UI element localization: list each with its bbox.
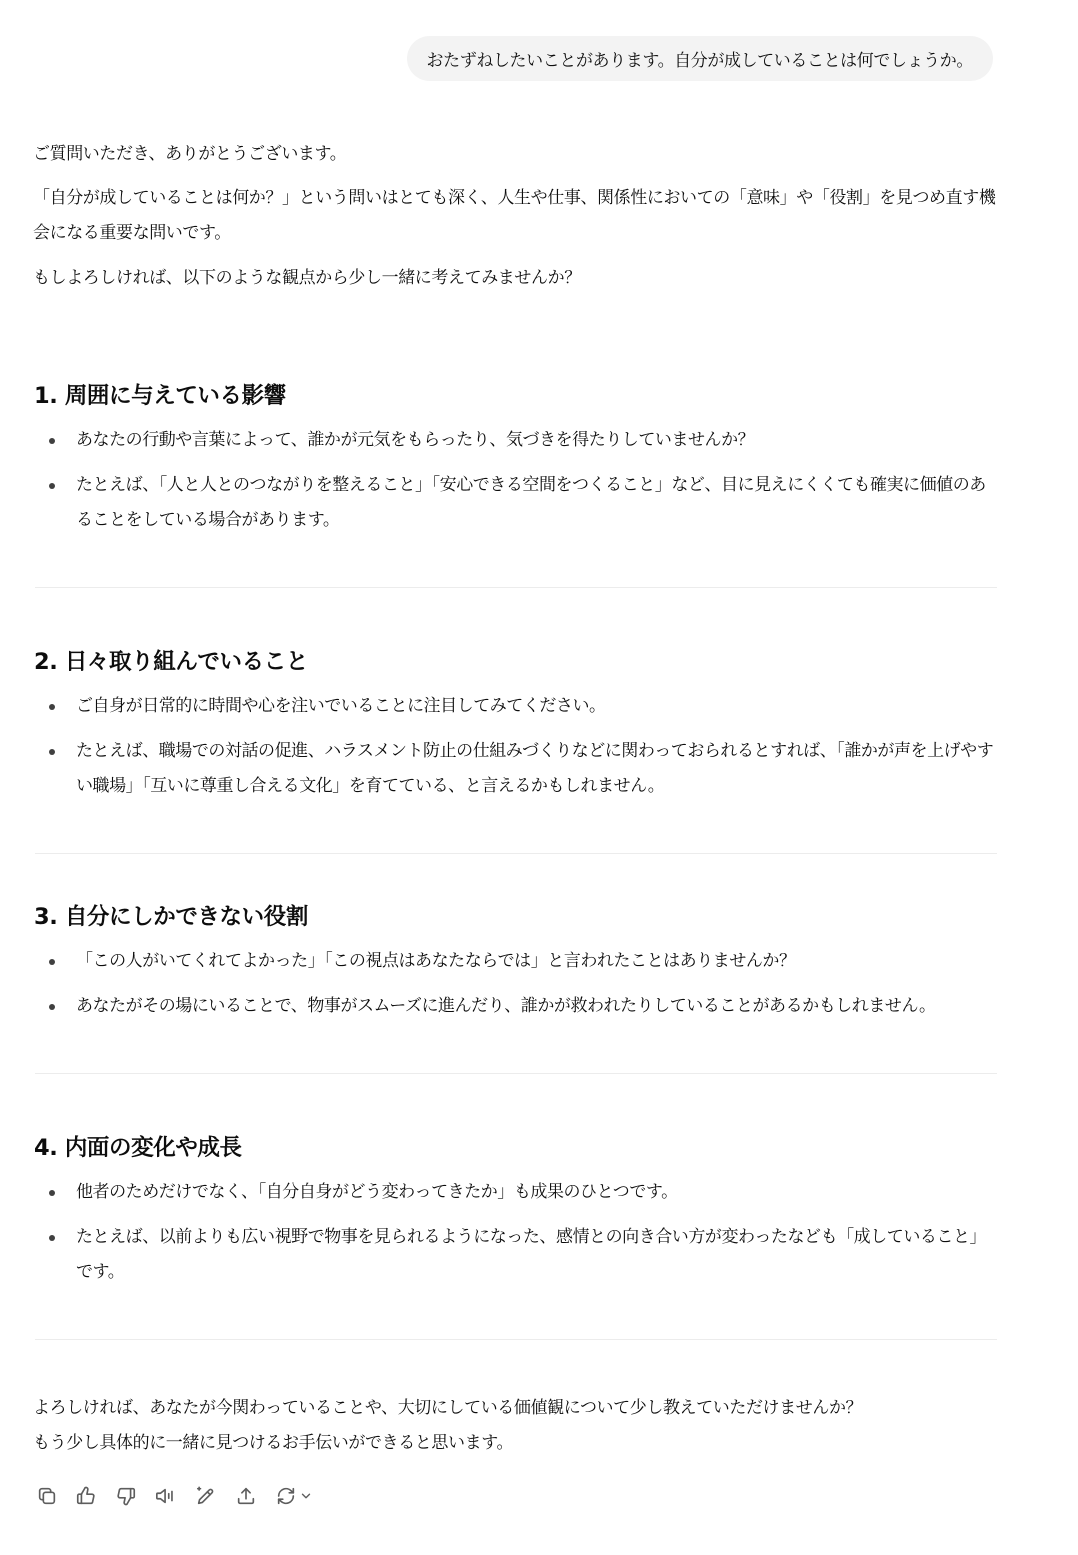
section-2-bullet-2: たとえば、職場での対話の促進、ハラスメント防止の仕組みづくりなどに関わっておられるとすれば、「誰かが声を上げやすい職場」「互いに尊重し合える文化」を育てている、と言えるかもしれません。 bbox=[76, 734, 1001, 804]
intro-paragraph-3: もしよろしければ、以下のような観点から少し一緒に考えてみませんか？ bbox=[33, 268, 581, 288]
closing-line-1: よろしければ、あなたが今関わっていることや、大切にしている価値観について少し教えていただけませんか？ bbox=[33, 1398, 863, 1418]
section-divider-3 bbox=[35, 1073, 997, 1074]
section-2-bullet-1: ご自身が日常的に時間や心を注いでいることに注目してみてください。 bbox=[76, 689, 1001, 724]
copy-button[interactable] bbox=[34, 1482, 60, 1510]
share-icon bbox=[235, 1485, 257, 1507]
copy-icon bbox=[36, 1485, 58, 1507]
section-1-bullet-2: たとえば、「人と人とのつながりを整えること」「安心できる空間をつくること」など、目に見えにくくても確実に価値のあることをしている場合があります。 bbox=[76, 468, 1001, 538]
section-1-bullet-1: あなたの行動や言葉によって、誰かが元気をもらったり、気づきを得たりしていませんか？ bbox=[76, 423, 1001, 458]
closing-line-2: もう少し具体的に一緒に見つけるお手伝いができると思います。 bbox=[33, 1433, 514, 1453]
section-heading-3: 3. 自分にしかできない役割 bbox=[34, 904, 308, 930]
chevron-down-icon bbox=[299, 1489, 313, 1503]
intro-paragraph-1: ご質問いただき、ありがとうございます。 bbox=[33, 144, 347, 164]
thumbs-down-icon bbox=[115, 1485, 137, 1507]
read-aloud-button[interactable] bbox=[152, 1482, 180, 1510]
thumbs-up-icon bbox=[75, 1485, 97, 1507]
share-button[interactable] bbox=[232, 1482, 260, 1510]
intro-paragraph-2: 「自分が成していることは何か？」という問いはとても深く、人生や仕事、関係性においての「意味」や「役割」を見つめ直す機会になる重要な問いです。 bbox=[33, 188, 996, 243]
section-heading-1: 1. 周囲に与えている影響 bbox=[34, 383, 286, 409]
regenerate-button[interactable] bbox=[272, 1482, 316, 1510]
section-4-bullet-1: 他者のためだけでなく、「自分自身がどう変わってきたか」も成果のひとつです。 bbox=[76, 1175, 1001, 1210]
read-aloud-icon bbox=[154, 1485, 178, 1507]
edit-button[interactable] bbox=[192, 1482, 220, 1510]
section-divider-1 bbox=[35, 587, 997, 588]
section-divider-4 bbox=[35, 1339, 997, 1340]
regenerate-icon bbox=[275, 1485, 297, 1507]
message-action-bar bbox=[34, 1482, 328, 1510]
good-response-button[interactable] bbox=[72, 1482, 100, 1510]
user-message-bubble bbox=[407, 36, 993, 81]
bad-response-button[interactable] bbox=[112, 1482, 140, 1510]
edit-icon bbox=[195, 1485, 217, 1507]
section-3-bullet-2: あなたがその場にいることで、物事がスムーズに進んだり、誰かが救われたりしていることがあるかもしれません。 bbox=[76, 989, 1001, 1024]
section-4-bullet-2: たとえば、以前よりも広い視野で物事を見られるようになった、感情との向き合い方が変わったなども「成していること」です。 bbox=[76, 1220, 1001, 1290]
section-divider-2 bbox=[35, 853, 997, 854]
user-message-text: おたずねしたいことがあります。自分が成していることは何でしょうか。 bbox=[426, 51, 973, 71]
section-3-bullet-1: 「この人がいてくれてよかった」「この視点はあなたならでは」と言われたことはありませんか？ bbox=[76, 944, 1001, 979]
section-heading-2: 2. 日々取り組んでいること bbox=[34, 649, 308, 675]
section-heading-4: 4. 内面の変化や成長 bbox=[34, 1135, 242, 1161]
